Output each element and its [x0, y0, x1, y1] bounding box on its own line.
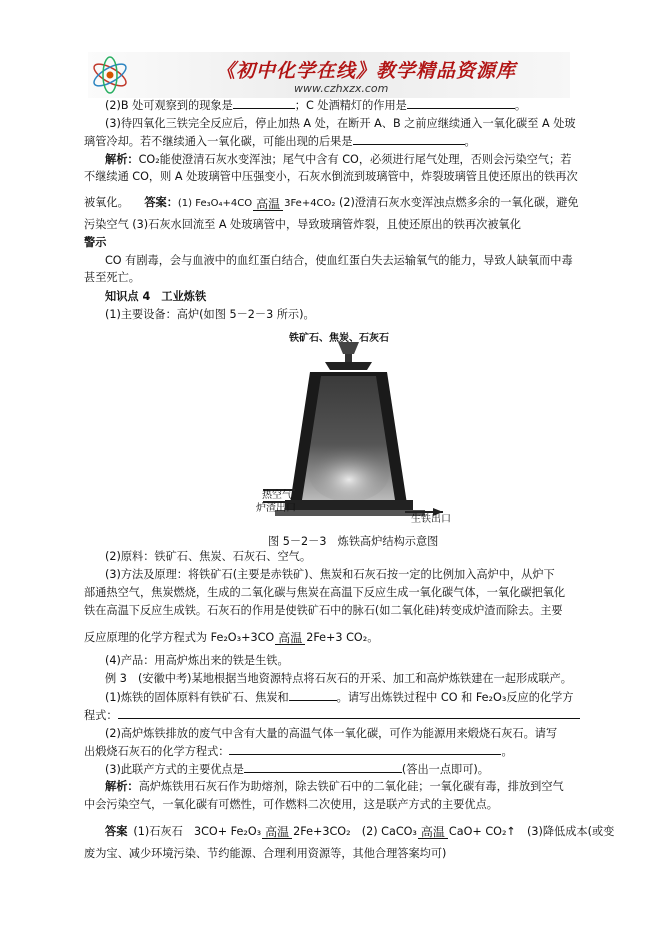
method-line2: 部通热空气，焦炭燃烧，生成的二氧化碳与焦炭在高温下反应生成一氧化碳气体，一氧化碳把氧化	[84, 586, 566, 599]
kp4-equipment: (1)主要设备：高炉(如图 5－2－3 所示)。	[105, 308, 315, 321]
q3-text-a: 璃管冷却。若不继续通入一氧化碳，可能出现的后果是	[84, 135, 353, 148]
figure-top-label: 铁矿石、焦炭、石灰石	[289, 333, 389, 344]
method-line3: 铁在高温下反应生成铁。石灰石的作用是使铁矿石中的脉石(如二氧化硅)转变成炉渣而除去。主要	[84, 604, 563, 617]
answer-2-line1	[105, 824, 615, 840]
question-2	[105, 97, 605, 114]
answer-2-label: 答案	[105, 825, 128, 838]
high-temp-condition	[262, 826, 292, 840]
analysis-2-label: 解析：	[105, 780, 139, 793]
method-line4	[84, 630, 584, 646]
q3-line1: (3)待四氧化三铁完全反应后，停止加热 A 处，在断开 A、B 之前应继续通入一氧化碳至 A 处玻	[105, 117, 576, 130]
warning-line1: CO 有剧毒，会与血液中的血红蛋白结合，使血红蛋白失去运输氧气的能力，导致人缺氧而中毒	[105, 254, 573, 267]
q3-line2	[84, 133, 584, 150]
q2-text-b: ；C 处酒精灯的作用是	[294, 99, 407, 112]
answer-2-part3: CaO+ CO₂↑ (3)降低成本(或变	[448, 825, 615, 838]
example-3-q1-eq	[84, 707, 584, 724]
example-q1-text-b: 。请写出炼铁过程中 CO 和 Fe₂O₃反应的化学方	[336, 691, 574, 704]
example-q3-text-a: (3)此联产方式的主要优点是	[105, 763, 244, 776]
product: (4)产品：用高炉炼出来的铁是生铁。	[105, 654, 289, 667]
figure-hot-air-label: 热空气	[262, 490, 292, 501]
answer-2-part2: 2Fe+3CO₂ (2) CaCO₃	[293, 825, 417, 838]
q2-blank-2[interactable]	[407, 97, 515, 109]
example-3-stem: 例 3 (安徽中考)某地根据当地资源特点将石灰石的开采、加工和高炉炼铁建在一起形成联产。	[105, 672, 572, 685]
example-3-q2: (2)高炉炼铁排放的废气中含有大量的高温气体一氧化碳，可作为能源用来煅烧石灰石。请写	[105, 727, 558, 740]
high-temp-condition	[275, 632, 305, 646]
warning-title: 警示	[84, 236, 107, 249]
method-eq-right: 2Fe+3 CO₂。	[306, 631, 379, 644]
condition-text: 高温	[265, 825, 290, 839]
answer-1-line1	[84, 195, 584, 212]
answer-1-line2: 污染空气 (3)石灰水回流至 A 处玻璃管中，导致玻璃管炸裂，且使还原出的铁再次被氧化	[84, 218, 521, 231]
analysis-1-line1	[105, 152, 605, 168]
answer-1-eq-right: 3Fe+4CO₂	[284, 198, 336, 209]
answer-2-line2: 废为宝、减少环境污染、节约能源、合理利用资源等，其他合理答案均可)	[84, 847, 447, 860]
condition-text: 高温	[256, 197, 281, 211]
condition-text: 高温	[420, 825, 445, 839]
condition-text: 高温	[278, 631, 303, 645]
figure-caption: 图 5－2－3 炼铁高炉结构示意图	[268, 535, 439, 548]
method-eq-left: 反应原理的化学方程式为 Fe₂O₃+3CO	[84, 631, 275, 644]
example-q1-text-c: 程式：	[84, 709, 118, 722]
q2-blank-1[interactable]	[233, 97, 295, 109]
figure-iron-label: 生铁出口	[411, 514, 451, 525]
q3-blank[interactable]	[353, 133, 465, 145]
example-q3-text-b: (答出一点即可)。	[401, 763, 489, 776]
example-q1-blank[interactable]	[289, 689, 337, 701]
analysis-2-text: 高炉炼铁用石灰石作为助熔剂，除去铁矿石中的二氧化硅；一氧化碳有毒，排放到空气	[138, 780, 564, 793]
answer-1-label: 答案：	[144, 196, 178, 209]
q3-text-b: 。	[464, 135, 476, 148]
analysis-1-line2: 不继续通 CO，则 A 处玻璃管中压强变小，石灰水倒流到玻璃管中，炸裂玻璃管且使还原出的铁再次	[84, 170, 578, 183]
high-temp-condition	[418, 826, 448, 840]
high-temp-condition	[253, 198, 283, 212]
atom-logo-icon	[88, 52, 132, 98]
example-3-q2-eq: 出煅烧石灰石的化学方程式： 。	[84, 745, 513, 758]
example-q1-text-a: (1)炼铁的固体原料有铁矿石、焦炭和	[105, 691, 289, 704]
header-title: 《初中化学在线》教学精品资源库	[216, 60, 517, 82]
analysis-2-line2: 中会污染空气，一氧化碳有可燃性，可作燃料二次使用，这是联产方式的主要优点。	[84, 798, 498, 811]
answer-1-eq-left: (1) Fe₃O₄+4CO	[177, 198, 253, 209]
kp4-title: 知识点 4 工业炼铁	[105, 290, 207, 303]
example-3-q3	[105, 761, 605, 778]
materials: (2)原料：铁矿石、焦炭、石灰石、空气。	[105, 550, 312, 563]
figure-slag-label: 炉渣出口	[256, 503, 296, 514]
method-line1: (3)方法及原理：将铁矿石(主要是赤铁矿)、焦炭和石灰石按一定的比例加入高炉中，从炉下	[105, 568, 555, 581]
warning-line2: 甚至死亡。	[84, 271, 140, 284]
example-3-q1	[105, 689, 605, 706]
analysis-1-text: CO₂能使澄清石灰水变浑浊；尾气中含有 CO，必须进行尾气处理，否则会污染空气；若	[138, 153, 572, 166]
header-url[interactable]: www.czhxzx.com	[294, 82, 389, 95]
analysis-1-line3: 被氧化。	[84, 196, 129, 209]
example-q2-text: 出煅烧石灰石的化学方程式：	[84, 745, 230, 758]
q2-text-c: 。	[514, 99, 527, 112]
answer-2-part1: (1)石灰石 3CO+ Fe₂O₃	[133, 825, 262, 838]
analysis-1-label: 解析：	[105, 153, 139, 166]
example-q2-blank[interactable]	[229, 743, 501, 755]
answer-1-part2: (2)澄清石灰水变浑浊点燃多余的一氧化碳，避免	[335, 196, 579, 209]
example-q3-blank[interactable]	[244, 761, 402, 773]
analysis-2-line1	[105, 779, 605, 795]
q2-text-a: (2)B 处可观察到的现象是	[105, 99, 233, 112]
example-q1-eq-blank[interactable]	[118, 707, 580, 719]
